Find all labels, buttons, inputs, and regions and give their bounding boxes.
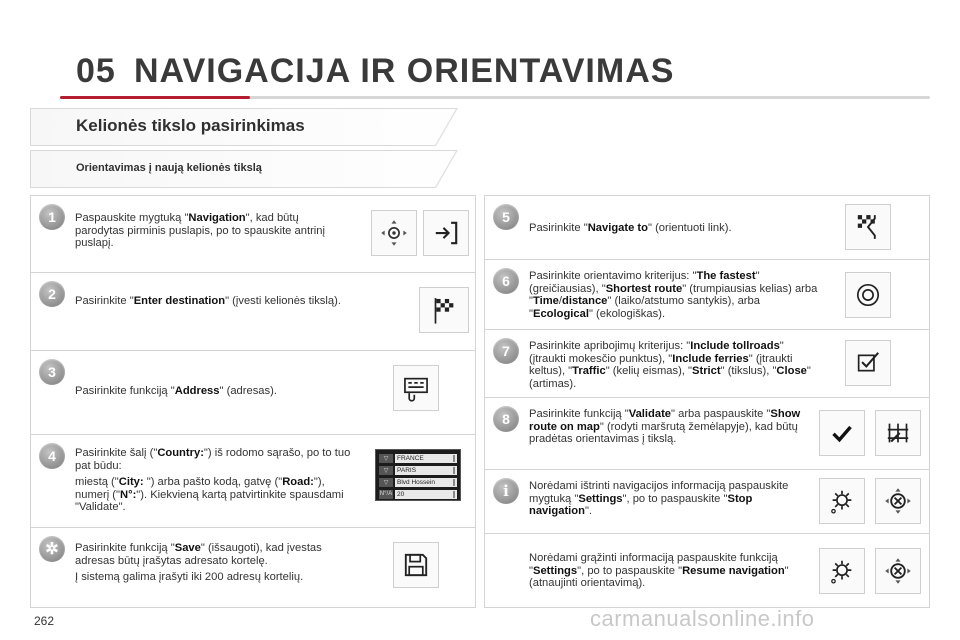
step-paragraph — [75, 571, 355, 584]
step-text — [529, 222, 809, 239]
step-6 — [485, 260, 929, 330]
emphasized-term: Enter destination — [133, 295, 226, 307]
row-value: PARIS — [395, 466, 457, 475]
step-paragraph — [75, 542, 355, 567]
step-paragraph — [75, 385, 355, 398]
checkered-flag-icon — [419, 287, 469, 333]
text-run: " (ekologiškas). — [588, 307, 666, 320]
step-badge: 3 — [39, 359, 65, 385]
text-run: ". — [584, 505, 593, 518]
row-value: FRANCE — [395, 454, 457, 463]
step-2 — [31, 273, 475, 351]
text-run: " arba paspauskite " — [671, 408, 771, 420]
row-key: ▽ — [379, 478, 393, 487]
emphasized-term: Navigate to — [587, 222, 648, 234]
step-paragraph — [75, 476, 355, 514]
page-number: 262 — [34, 614, 55, 628]
text-run: " (greičiausias), " — [529, 270, 760, 295]
chapter-title: NAVIGACIJA IR ORIENTAVIMAS — [134, 52, 675, 90]
emphasized-term: Include ferries — [672, 352, 749, 365]
text-run: " (kelių eismas), " — [605, 365, 692, 378]
emphasized-term: Road: — [282, 476, 314, 489]
text-run: Pasirinkite apribojimų kriterijus: " — [529, 340, 691, 352]
text-run: Norėdami grąžinti informaciją paspauskite funkciją " — [529, 552, 778, 577]
emphasized-term: Stop navigation — [529, 492, 753, 518]
text-run: / — [558, 295, 563, 308]
emphasized-term: Settings — [532, 564, 578, 577]
text-run: Pasirinkite " — [75, 295, 134, 307]
step-badge: i — [493, 478, 519, 504]
step-text — [75, 385, 355, 402]
section-title: Kelionės tikslo pasirinkimas — [76, 116, 305, 135]
secondary-page-icon — [423, 210, 469, 256]
text-run: Pasirinkite orientavimo kriterijus: " — [529, 270, 697, 282]
step-badge: 8 — [493, 406, 519, 432]
emphasized-term: Traffic — [572, 365, 606, 378]
preview-row-city — [379, 465, 457, 475]
preview-row-number — [379, 489, 457, 499]
text-run: Pasirinkite funkciją " — [529, 408, 629, 420]
stop-navigation-icon — [875, 478, 921, 524]
watermark: carmanualsonline.info — [590, 606, 815, 631]
text-run: ", po to paspauskite " — [622, 492, 728, 505]
emphasized-term: Ecological — [532, 307, 589, 320]
text-run: " (trumpiausias kelias) arba " — [529, 282, 818, 308]
text-run: ", po to paspauskite " — [577, 564, 683, 577]
step-badge: 2 — [39, 281, 65, 307]
step-8 — [485, 398, 929, 470]
step-5 — [485, 196, 929, 260]
text-run: " (orientuoti link). — [648, 222, 732, 234]
step-paragraph — [529, 222, 809, 235]
row-key: ▽ — [379, 466, 393, 475]
step-paragraph — [529, 552, 789, 590]
text-run: " (įtraukti mokesčio punktus), " — [529, 340, 784, 365]
step-paragraph — [529, 340, 819, 390]
text-run: miestą (" — [75, 476, 119, 489]
emphasized-term: Country: — [157, 447, 204, 459]
row-key: N°/A — [379, 491, 393, 497]
emphasized-term: distance — [562, 295, 608, 308]
title-accent — [60, 96, 250, 99]
step-4 — [31, 435, 475, 528]
text-run: " (laiko/atstumo santykis), arba " — [529, 295, 760, 320]
directional-pad-icon — [371, 210, 417, 256]
step-text — [75, 212, 335, 254]
text-run: Į sistemą galima įrašyti iki 200 adresų kortelių. — [75, 571, 304, 584]
step-1 — [31, 196, 475, 273]
emphasized-term: Resume navigation — [682, 564, 785, 577]
resume-navigation-icon — [875, 548, 921, 594]
preview-row-road — [379, 477, 457, 487]
info-stop-navigation — [485, 470, 929, 534]
step-text — [529, 340, 819, 394]
text-run: " (artimas). — [529, 365, 811, 390]
emphasized-term: Shortest route — [605, 282, 683, 295]
emphasized-term: Address — [174, 385, 220, 397]
save-floppy-icon — [393, 542, 439, 588]
text-run: " (įtraukti keltus), " — [529, 352, 793, 378]
emphasized-term: Strict — [692, 365, 721, 378]
step-badge: 5 — [493, 204, 519, 230]
preview-row-country — [379, 453, 457, 463]
navigate-to-flag-icon — [845, 204, 891, 250]
text-run: ") iš rodomo sąrašo, po to tuo pat būdu: — [75, 447, 351, 472]
emphasized-term: The fastest — [696, 270, 756, 282]
text-run: Pasirinkite funkciją " — [75, 542, 175, 554]
text-run: " (išsaugoti), kad įvestas adresas būtų įrašytas adresato kortelę. — [75, 542, 322, 567]
emphasized-term: Navigation — [188, 212, 246, 224]
step-paragraph — [529, 480, 789, 518]
step-3 — [31, 351, 475, 435]
chapter-number: 05 — [76, 52, 116, 90]
show-route-map-icon — [875, 410, 921, 456]
text-run: ", kad būtų parodytas pirminis puslapis, po to spauskite antrinį puslapį. — [75, 212, 325, 250]
subsection-title: Orientavimas į naują kelionės tikslą — [76, 162, 262, 174]
settings-gear-icon — [819, 548, 865, 594]
text-run: Norėdami ištrinti navigacijos informaciją paspauskite mygtuką " — [529, 480, 789, 505]
text-run: " (rodyti maršrutą žemėlapyje), kad būtų pradėtas orientavimas į tikslą. — [529, 420, 798, 446]
step-save — [31, 528, 475, 607]
text-run: "), numerį (" — [75, 476, 325, 501]
validate-check-icon — [819, 410, 865, 456]
left-steps-panel — [30, 195, 476, 608]
step-text — [529, 270, 819, 324]
address-keyboard-icon — [393, 365, 439, 411]
emphasized-term: N°: — [120, 488, 137, 501]
text-run: Pasirinkite " — [529, 222, 588, 234]
step-text — [75, 295, 355, 312]
checkbox-criteria-icon — [845, 340, 891, 386]
row-value: 20 — [395, 490, 457, 499]
text-run: " (tikslus), " — [720, 365, 777, 378]
text-run: " (adresas). — [219, 385, 277, 397]
step-text — [75, 542, 355, 588]
step-text — [529, 480, 789, 522]
row-value: Blvd Hossein — [395, 478, 457, 487]
step-badge: 6 — [493, 268, 519, 294]
step-badge: 4 — [39, 443, 65, 469]
emphasized-term: Validate — [628, 408, 672, 420]
step-text — [529, 552, 789, 594]
step-paragraph — [75, 295, 355, 308]
info-resume-navigation — [485, 534, 929, 607]
step-text — [75, 447, 355, 518]
address-entry-preview — [375, 449, 461, 501]
step-paragraph — [75, 212, 335, 250]
text-run: " (įvesti kelionės tikslą). — [225, 295, 341, 307]
step-badge: 1 — [39, 204, 65, 230]
row-key: ▽ — [379, 454, 393, 463]
step-badge: 7 — [493, 338, 519, 364]
text-run: Pasirinkite šalį (" — [75, 447, 158, 459]
text-run: ") arba pašto kodą, gatvę (" — [143, 476, 283, 489]
step-text — [529, 408, 809, 450]
emphasized-term: Time — [532, 295, 559, 308]
emphasized-term: Close — [776, 365, 807, 378]
step-paragraph — [529, 408, 809, 446]
emphasized-term: Include tollroads — [690, 340, 780, 352]
text-run: Pasirinkite funkciją " — [75, 385, 175, 397]
step-7 — [485, 330, 929, 398]
emphasized-term: Save — [174, 542, 201, 554]
text-run: Paspauskite mygtuką " — [75, 212, 189, 224]
step-paragraph — [75, 447, 355, 472]
step-badge: ✲ — [39, 536, 65, 562]
text-run: "). Kiekvieną kartą patvirtinkite spausdami "Validate". — [75, 488, 344, 514]
step-paragraph — [529, 270, 819, 320]
right-steps-panel — [484, 195, 930, 608]
text-run: " (atnaujinti orientavimą). — [529, 564, 789, 590]
route-criteria-icon — [845, 272, 891, 318]
emphasized-term: Show route on map — [529, 408, 801, 433]
emphasized-term: Settings — [578, 492, 623, 505]
emphasized-term: City: — [118, 476, 144, 489]
settings-gear-icon — [819, 478, 865, 524]
